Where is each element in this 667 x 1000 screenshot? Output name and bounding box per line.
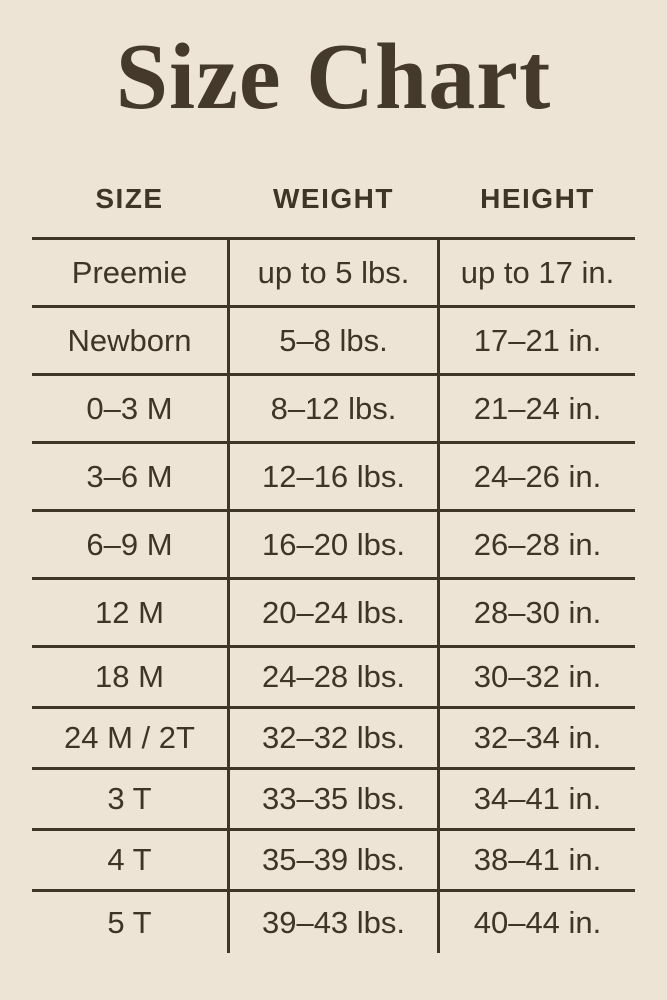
table-row [32,240,635,308]
table-row [32,308,635,376]
page-title: Size Chart [115,25,552,129]
weight-cell: 20–24 lbs. [227,580,440,645]
weight-cell: 32–32 lbs. [227,709,440,767]
height-cell: 34–41 in. [473,781,602,816]
column-header-height: HEIGHT [480,183,595,214]
table-header-row [32,124,635,240]
weight-cell: 33–35 lbs. [227,770,440,828]
size-cell: 18 M [95,659,164,694]
size-cell: 3 T [107,781,152,816]
size-chart-page [0,25,667,1000]
weight-cell: 35–39 lbs. [227,831,440,889]
size-chart-table [32,124,635,953]
height-cell: 30–32 in. [473,659,602,694]
weight-cell: 39–43 lbs. [227,892,440,953]
table-row [32,709,635,770]
height-cell: 24–26 in. [473,458,602,494]
table-row [32,831,635,892]
table-row [32,770,635,831]
size-cell: 3–6 M [86,458,173,494]
table-row [32,892,635,953]
height-cell: 32–34 in. [473,720,602,755]
height-cell: 17–21 in. [473,322,602,358]
size-cell: 24 M / 2T [64,720,195,755]
column-header-size: SIZE [95,183,164,214]
height-cell: 28–30 in. [473,594,602,630]
weight-cell: up to 5 lbs. [227,240,440,305]
size-cell: Preemie [71,254,188,290]
height-cell: 40–44 in. [473,904,602,940]
size-cell: 6–9 M [86,526,173,562]
height-cell: 38–41 in. [473,842,602,877]
table-row [32,376,635,444]
size-cell: Newborn [67,322,192,358]
size-cell: 5 T [107,904,152,940]
size-cell: 12 M [95,594,164,630]
table-row [32,444,635,512]
weight-cell: 16–20 lbs. [227,512,440,577]
height-cell: 26–28 in. [473,526,602,562]
height-cell: 21–24 in. [473,390,602,426]
weight-cell: 8–12 lbs. [227,376,440,441]
weight-cell: 12–16 lbs. [227,444,440,509]
table-row [32,512,635,580]
table-row [32,580,635,648]
height-cell: up to 17 in. [460,254,615,290]
size-cell: 4 T [107,842,152,877]
table-row [32,648,635,709]
weight-cell: 24–28 lbs. [227,648,440,706]
size-cell: 0–3 M [86,390,173,426]
weight-cell: 5–8 lbs. [227,308,440,373]
column-header-weight: WEIGHT [273,183,394,214]
